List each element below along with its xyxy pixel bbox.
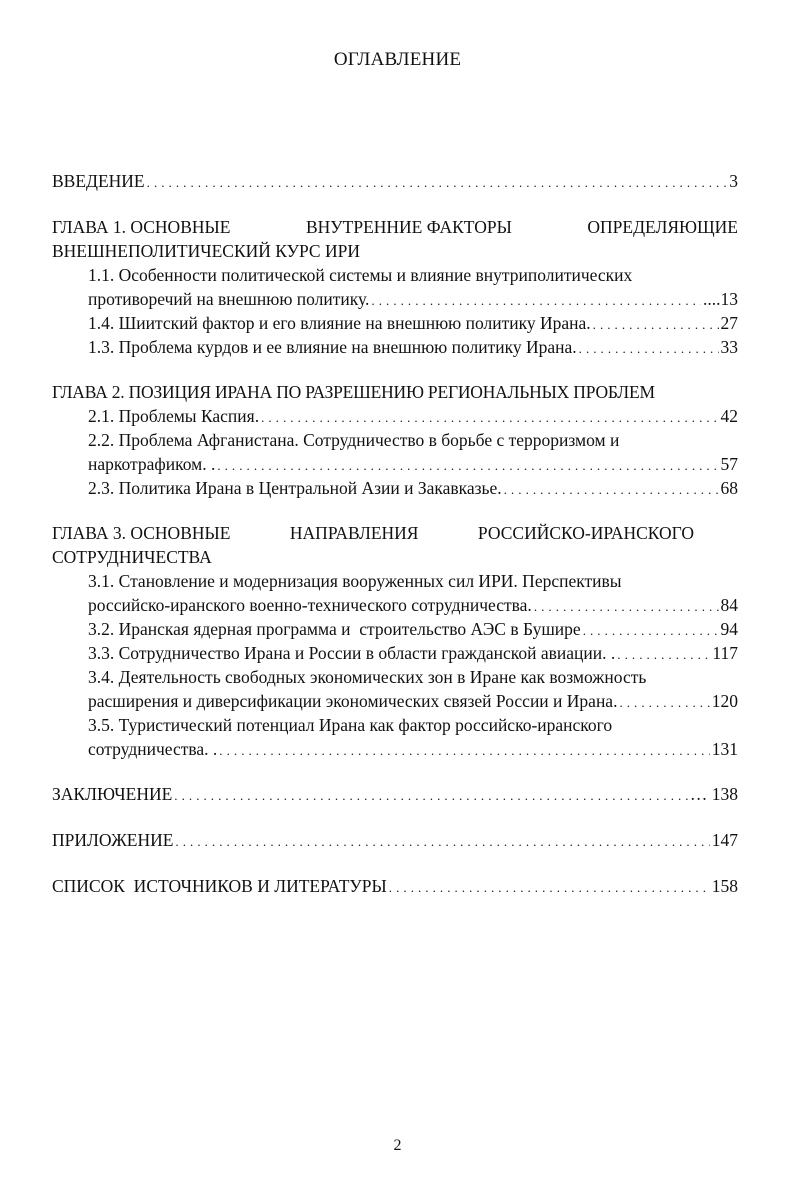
toc-entry-page: 158 <box>711 876 738 896</box>
toc-section-2-1[interactable] <box>88 404 738 428</box>
toc-dot-leader <box>617 643 710 667</box>
toc-entry-label: противоречий на внешнюю политику. <box>88 289 370 309</box>
toc-entry-label: СПИСОК ИСТОЧНИКОВ И ЛИТЕРАТУРЫ <box>52 876 387 896</box>
toc-entry-page: 57 <box>720 454 738 474</box>
toc-dot-leader <box>261 406 718 430</box>
toc-dot-leader <box>175 830 709 854</box>
toc-entry-label: ПРИЛОЖЕНИЕ <box>52 830 174 850</box>
toc-entry-label: 2.1. Проблемы Каспия. <box>88 406 260 426</box>
toc-entry-label: 1.4. Шиитский фактор и его влияние на внешнюю политику Ирана. <box>88 313 591 333</box>
toc-dot-leader <box>583 619 719 643</box>
toc-dot-leader <box>219 739 709 763</box>
toc-dot-leader <box>217 454 718 478</box>
toc-dot-leader <box>579 337 719 361</box>
toc-section-3-4[interactable] <box>88 689 738 713</box>
chapter-heading-word: НАПРАВЛЕНИЯ <box>289 523 419 543</box>
toc-section-1-1[interactable] <box>88 287 738 311</box>
toc-dot-leader <box>504 478 719 502</box>
toc-entry-label: 3.2. Иранская ядерная программа и строительство АЭС в Бушире <box>88 619 581 639</box>
page-number: 2 <box>393 1137 402 1154</box>
toc-entry-page: 120 <box>711 691 738 711</box>
toc-section-2-3[interactable] <box>88 476 738 500</box>
chapter-1-heading[interactable] <box>52 215 738 239</box>
page-title: ОГЛАВЛЕНИЕ <box>333 49 462 70</box>
toc-section-3-1-line1[interactable]: 3.1. Становление и модернизация вооруженных сил ИРИ. Перспективы <box>88 571 622 591</box>
chapter-heading-word: ГЛАВА 1. ОСНОВНЫЕ <box>52 217 231 237</box>
toc-entry-page: 42 <box>720 406 738 426</box>
toc-entry-page: ....13 <box>703 289 738 309</box>
toc-section-3-2[interactable] <box>88 617 738 641</box>
toc-entry-label: сотрудничества. . <box>88 739 218 759</box>
toc-entry-label: 3.3. Сотрудничество Ирана и России в области гражданской авиации. . <box>88 643 616 663</box>
toc-dot-leader <box>593 313 719 337</box>
chapter-heading-word: ВНУТРЕННИЕ ФАКТОРЫ <box>305 217 512 237</box>
toc-entry-label: российско-иранского военно-технического сотрудничества. <box>88 595 532 615</box>
toc-section-2-2[interactable] <box>88 452 738 476</box>
toc-entry-page: 84 <box>720 595 738 615</box>
toc-entry-appendix[interactable] <box>52 828 738 852</box>
toc-section-3-5-line1[interactable]: 3.5. Туристический потенциал Ирана как фактор российско-иранского <box>88 715 613 735</box>
toc-dot-leader <box>534 595 719 619</box>
chapter-heading-word: ГЛАВА 3. ОСНОВНЫЕ <box>52 523 231 543</box>
toc-section-3-4-line1[interactable]: 3.4. Деятельность свободных экономических зон в Иране как возможность <box>88 667 647 687</box>
toc-dot-leader <box>174 784 688 808</box>
toc-entry-label: ВВЕДЕНИЕ <box>52 171 145 191</box>
toc-entry-label: 1.3. Проблема курдов и ее влияние на внешнюю политику Ирана. <box>88 337 577 357</box>
toc-entry-page: 68 <box>720 478 738 498</box>
chapter-3-heading[interactable] <box>52 521 694 545</box>
toc-entry-conclusion[interactable] <box>52 782 738 806</box>
chapter-heading-word: РОССИЙСКО-ИРАНСКОГО <box>477 523 694 543</box>
toc-entry-label: расширения и диверсификации экономических связей России и Ирана. <box>88 691 618 711</box>
toc-entry-introduction[interactable] <box>52 169 738 193</box>
toc-entry-sources[interactable] <box>52 874 738 898</box>
toc-entry-page: 147 <box>711 830 738 850</box>
toc-section-2-2-line1[interactable]: 2.2. Проблема Афганистана. Сотрудничество в борьбе с терроризмом и <box>88 430 620 450</box>
toc-entry-page: 27 <box>720 313 738 333</box>
toc-entry-page: … 138 <box>689 784 738 804</box>
toc-entry-label: наркотрафиком. . <box>88 454 216 474</box>
toc-section-3-1[interactable] <box>88 593 738 617</box>
chapter-2-heading[interactable]: ГЛАВА 2. ПОЗИЦИЯ ИРАНА ПО РАЗРЕШЕНИЮ РЕГИОНАЛЬНЫХ ПРОБЛЕМ <box>52 382 655 402</box>
chapter-heading-word: ОПРЕДЕЛЯЮЩИЕ <box>587 217 738 237</box>
toc-entry-label: ЗАКЛЮЧЕНИЕ <box>52 784 173 804</box>
chapter-3-heading-line2: СОТРУДНИЧЕСТВА <box>52 547 212 567</box>
toc-section-3-3[interactable] <box>88 641 738 665</box>
toc-section-1-3[interactable] <box>88 335 738 359</box>
toc-entry-page: 94 <box>720 619 738 639</box>
toc-entry-page: 3 <box>729 171 738 191</box>
toc-entry-label: 2.3. Политика Ирана в Центральной Азии и Закавказье. <box>88 478 502 498</box>
toc-dot-leader <box>371 289 701 313</box>
toc-section-1-4[interactable] <box>88 311 738 335</box>
chapter-1-heading-line2: ВНЕШНЕПОЛИТИЧЕСКИЙ КУРС ИРИ <box>52 241 360 261</box>
toc-entry-page: 33 <box>720 337 738 357</box>
toc-section-1-1-line1[interactable]: 1.1. Особенности политической системы и влияние внутриполитических <box>88 265 633 285</box>
toc-dot-leader <box>619 691 709 715</box>
toc-section-3-5[interactable] <box>88 737 738 761</box>
toc-dot-leader <box>389 876 710 900</box>
toc-dot-leader <box>147 171 728 195</box>
toc-entry-page: 117 <box>712 643 738 663</box>
toc-entry-page: 131 <box>711 739 738 759</box>
